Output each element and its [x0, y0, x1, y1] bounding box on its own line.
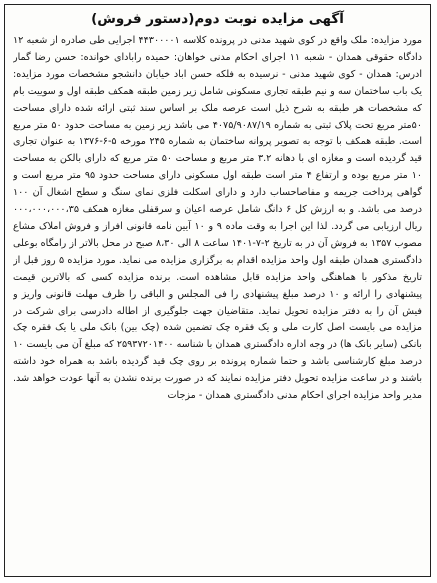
notice-title: آگهی مزایده نوبت دوم(دستور فروش): [91, 11, 344, 27]
notice-body: مورد مزایده: ملک واقع در کوی شهید مدنی در پرونده کلاسه ۴۴۳۰۰۰۰۱ اجرایی طی صادره از شعبه ۱۲ دادگاه حقوقی همدان - شعبه ۱۱ اجرای احکام مدنی خواهان: حمیده رابادای خوانده: حسن رضا گمار ادرس: همدان - کوی شهید مدنی - نرسیده به فلکه حسن اباد خیابان دانشجو مشخصات مورد مزایده: یک باب ساختمان سه و نیم طبقه تجاری مسکونی شامل زیر زمین طبقه همکف طبقه اول و سوییت بام که مشخصات هر طبقه به شرح ذیل است عرصه ملک بر اساس سند ثبتی ارائه شده دارای مساحت ۵۰متر مربع تحت پلاک ثبتی به شماره ۴۰۷۵/۹۰۸۷/۱۹ می باشد زیر زمین به مساحت حدود ۵۰ متر مربع است. طبقه همکف با توجه به تصویر پروانه ساختمان به شماره ۲۴۵ مورخه ۵-۶-۱۳۷۶ به عنوان تجاری قید گردیده است و مغازه ای با دهانه ۳.۲ متر مربع و مساحت ۵۰ متر مربع که دارای بالکن به مساحت ۱۰ متر مربع بوده و ارتفاع ۴ متر است طبقه اول مسکونی دارای مساحت حدود ۹۵ متر مربع است و گواهی پرداخت جریمه و مفاصاحساب دارد و دارای اسکلت فلزی نمای سنگ و سطح اشغال آن ۱۰۰ درصد می باشد. و به ارزش کل ۶ دانگ شامل عرصه اعیان و سرقفلی مغازه همکف ۰۰۰،۰۰۰،۰۰۰،۳۵ ریال ارزیابی می گردد. لذا این اجرا به وقت ماده ۹ و ۱۰ آیین نامه قانونی افراز و فروش املاک مشاع مصوب ۱۳۵۷ به فروش آن در به تاریخ ۲-۷-۱۴۰۱ ساعت ۸ الی ۸،۳۰ صبح در محل بالاتر از رامگاه بوعلی دادگستری همدان طبقه اول واحد مزایده اقدام به برگزاری مزایده می نماید. مورد مزایده ۵ روز قبل از تاریخ مذکور با هماهنگی واحد مزایده قابل مشاهده است. برنده مزایده کسی که بالاترین قیمت پیشنهادی را ارائه و ۱۰ درصد مبلغ پیشنهادی را فی المجلس و الباقی را ظرف مهلت قانونی واریز و فیش آن را به دفتر مزایده تحویل نماید. متقاضیان جهت جلوگیری از اطاله دادرسی برای شرکت در مزایده می بایست اصل کارت ملی و یک فقره چک تضمین شده (چک بین) بانک ملی یا یک فقره چک بانکی (سایر بانک ها) در وجه اداره دادگستری همدان با شناسه ۲۵۹۳۷۲۰۱۴۰۰ که مبلغ آن می بایست ۱۰ درصد مبلغ کارشناسی باشد و حتما شماره پرونده بر روی چک قید گردیده باشد به همراه خود داشته باشند و در ساعت مزایده تحویل دفتر مزایده نمایند که در صورت برنده نشدن به آنها عودت خواهد شد. مدیر واحد مزایده اجرای احکام مدنی دادگستری همدان - مزجات: [13, 35, 422, 402]
notice-frame: [4, 4, 431, 577]
